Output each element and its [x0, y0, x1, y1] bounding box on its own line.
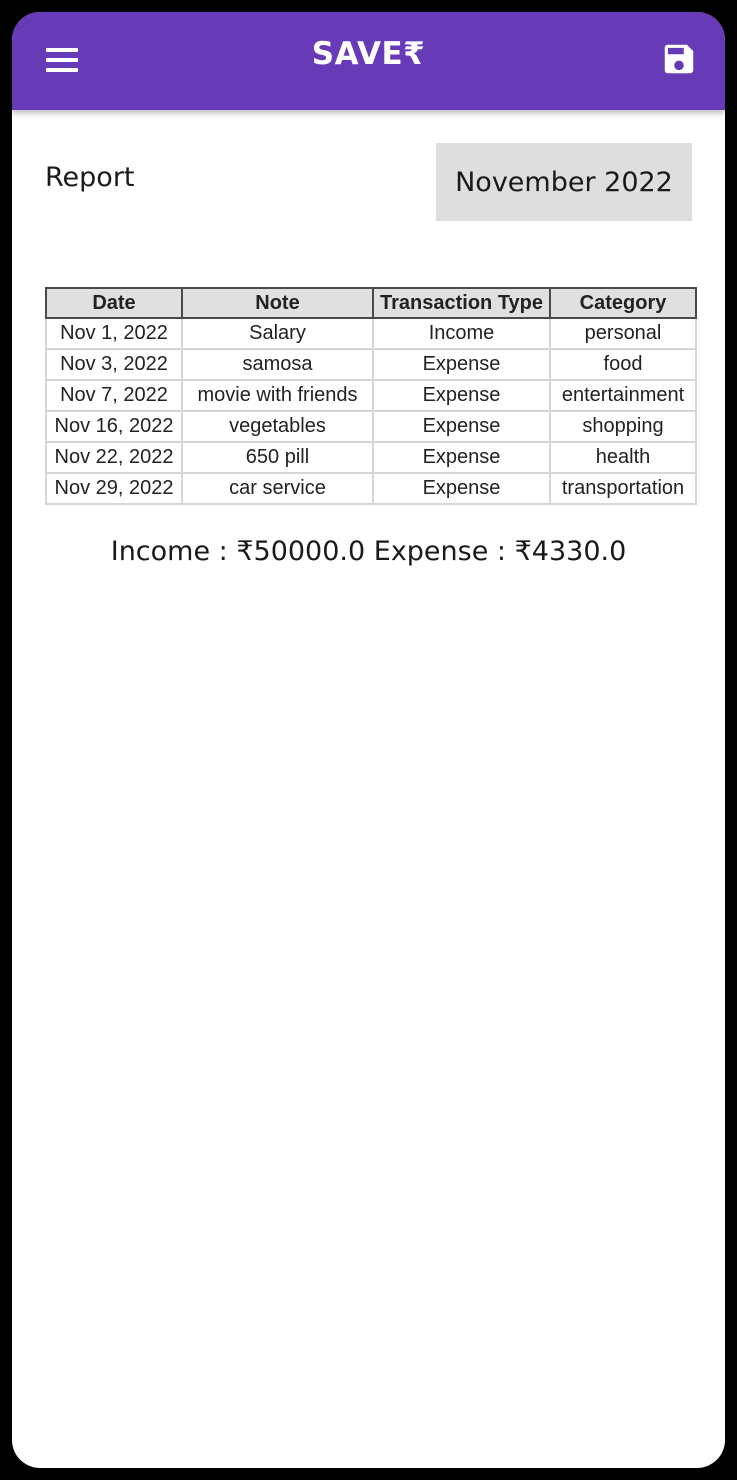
cell-date: Nov 29, 2022	[46, 473, 182, 504]
cell-date: Nov 22, 2022	[46, 442, 182, 473]
column-header-transaction-type: Transaction Type	[373, 288, 550, 318]
cell-note: 650 pill	[182, 442, 373, 473]
cell-note: car service	[182, 473, 373, 504]
table-row	[46, 411, 696, 442]
column-header-note: Note	[182, 288, 373, 318]
report-heading: Report	[45, 162, 135, 193]
cell-category: food	[550, 349, 696, 380]
cell-category: shopping	[550, 411, 696, 442]
cell-note: Salary	[182, 318, 373, 349]
floppy-disk-icon	[660, 40, 698, 78]
cell-transaction-type: Expense	[373, 349, 550, 380]
cell-note: vegetables	[182, 411, 373, 442]
cell-note: movie with friends	[182, 380, 373, 411]
cell-category: personal	[550, 318, 696, 349]
month-selector-label: November 2022	[455, 166, 673, 198]
cell-note: samosa	[182, 349, 373, 380]
table-row	[46, 349, 696, 380]
app-title: SAVE₹	[311, 36, 426, 72]
table-header-row	[46, 288, 696, 318]
cell-date: Nov 1, 2022	[46, 318, 182, 349]
table-row	[46, 442, 696, 473]
cell-date: Nov 7, 2022	[46, 380, 182, 411]
income-expense-summary: Income : ₹50000.0 Expense : ₹4330.0	[110, 536, 627, 567]
column-header-date: Date	[46, 288, 182, 318]
month-selector-button[interactable]	[436, 143, 692, 221]
cell-category: entertainment	[550, 380, 696, 411]
cell-transaction-type: Income	[373, 318, 550, 349]
cell-transaction-type: Expense	[373, 473, 550, 504]
cell-date: Nov 16, 2022	[46, 411, 182, 442]
table-row	[46, 318, 696, 349]
cell-category: health	[550, 442, 696, 473]
app-bar	[12, 12, 725, 110]
table-row	[46, 473, 696, 504]
cell-transaction-type: Expense	[373, 442, 550, 473]
column-header-category: Category	[550, 288, 696, 318]
save-button[interactable]	[660, 40, 700, 80]
cell-date: Nov 3, 2022	[46, 349, 182, 380]
cell-transaction-type: Expense	[373, 380, 550, 411]
cell-transaction-type: Expense	[373, 411, 550, 442]
cell-category: transportation	[550, 473, 696, 504]
app-screen	[12, 12, 725, 1468]
table-row	[46, 380, 696, 411]
transactions-table	[45, 287, 697, 505]
